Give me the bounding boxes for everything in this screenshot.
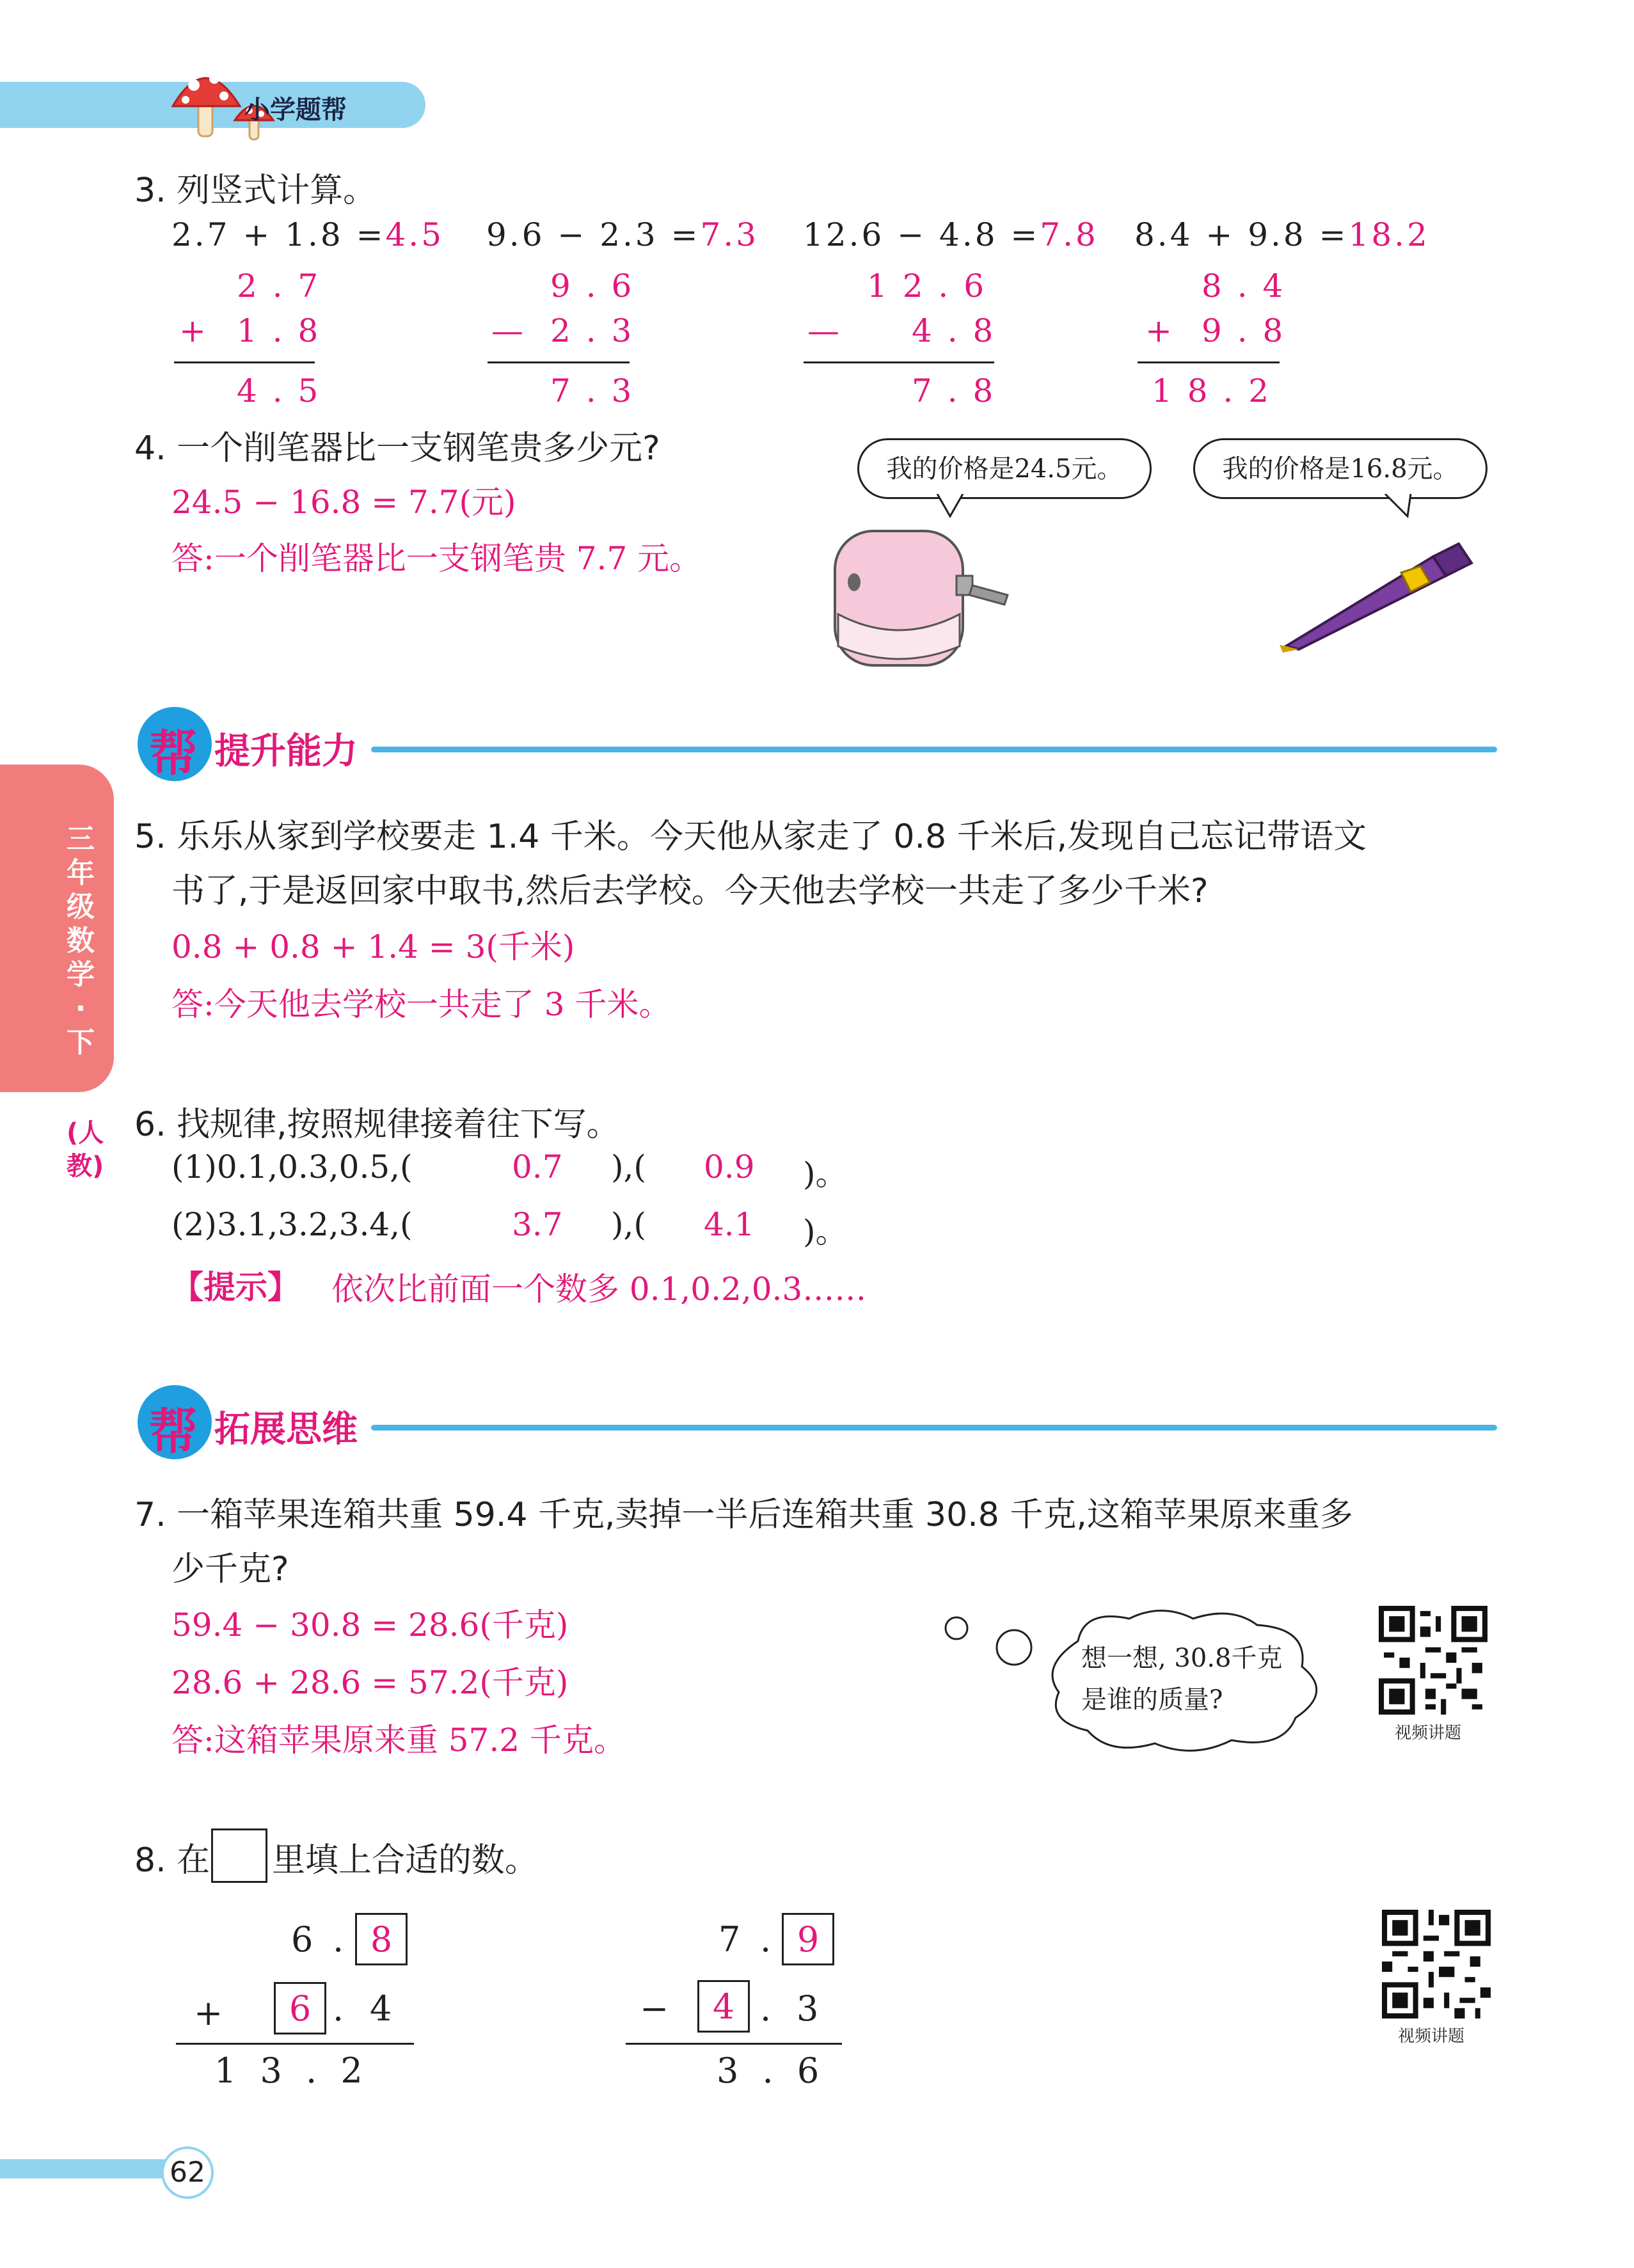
q8-right-result: 3 . 6 bbox=[717, 2050, 826, 2091]
qr-caption: 视频讲题 bbox=[1395, 1724, 1462, 1743]
section-title-thinking: 拓展思维 bbox=[214, 1409, 358, 1450]
q8-left-mid-dot: . bbox=[333, 1988, 344, 2029]
q7-line3: 答:这箱苹果原来重 57.2 千克。 bbox=[171, 1722, 626, 1759]
qr-code-icon[interactable] bbox=[1382, 1910, 1491, 2018]
q3-v2-result: 7 . 3 bbox=[550, 372, 635, 409]
q3-v3-bottom: 4 . 8 bbox=[912, 312, 996, 349]
q4-line2: 答:一个削笔器比一支钢笔贵 7.7 元。 bbox=[171, 540, 702, 577]
q8-left-top-digit: 6 bbox=[291, 1919, 313, 1960]
q3-v2-op: — bbox=[491, 312, 526, 349]
q6-row1-ans-b: 0.9 bbox=[704, 1148, 755, 1186]
q3-v4-rule bbox=[1138, 361, 1280, 363]
q3-text: 3. 列竖式计算。 bbox=[134, 171, 377, 210]
q6-row2-prefix: (2)3.1,3.2,3.4,( bbox=[171, 1206, 413, 1243]
q5-text-1: 5. 乐乐从家到学校要走 1.4 千米。今天他从家走了 0.8 千米后,发现自己忘记带语文 bbox=[134, 818, 1367, 856]
q7-text-2: 少千克? bbox=[171, 1550, 289, 1589]
q5-text-2: 书了,于是返回家中取书,然后去学校。今天他去学校一共走了多少千米? bbox=[171, 872, 1209, 910]
section-divider bbox=[371, 747, 1497, 752]
q8-right-mid-digit: 3 bbox=[797, 1988, 819, 2029]
q8-text-prefix: 8. 在 bbox=[134, 1841, 210, 1880]
q8-right-mid-dot: . bbox=[760, 1988, 772, 2029]
q6-hint-text: 依次比前面一个数多 0.1,0.2,0.3…… bbox=[331, 1271, 867, 1308]
qr-caption: 视频讲题 bbox=[1398, 2027, 1465, 2046]
thought-line-1: 想一想, 30.8千克 bbox=[1081, 1644, 1283, 1673]
header-title: 小学题帮 bbox=[244, 95, 347, 125]
section-bang-icon: 帮 bbox=[138, 707, 212, 781]
q3-v3-top: 1 2 . 6 bbox=[867, 267, 987, 305]
sharpener-speech-bubble: 我的价格是24.5元。 bbox=[857, 438, 1152, 499]
q8-right-top-dot: . bbox=[760, 1919, 772, 1960]
q7-text-1: 7. 一箱苹果连箱共重 59.4 千克,卖掉一半后连箱共重 30.8 千克,这箱苹果原来重多 bbox=[134, 1496, 1353, 1534]
q6-row2-mid: ),( bbox=[611, 1206, 646, 1243]
q6-row2-ans-a: 3.7 bbox=[512, 1206, 563, 1243]
q8-left-rule bbox=[176, 2043, 414, 2045]
q6-row1-prefix: (1)0.1,0.3,0.5,( bbox=[171, 1148, 413, 1186]
pen-speech-bubble: 我的价格是16.8元。 bbox=[1193, 438, 1487, 499]
q6-row1-mid: ),( bbox=[611, 1148, 646, 1186]
pencil-sharpener-icon bbox=[829, 518, 1020, 678]
bubble-tail-icon bbox=[1382, 494, 1420, 519]
side-edition-label: (人教) bbox=[67, 1118, 104, 1181]
section-divider bbox=[371, 1425, 1497, 1431]
q7-line2: 28.6 + 28.6 = 57.2(千克) bbox=[171, 1664, 569, 1701]
q3-v2-bottom: 2 . 3 bbox=[550, 312, 635, 349]
q8-sample-box bbox=[211, 1828, 267, 1883]
q6-row1-ans-a: 0.7 bbox=[512, 1148, 563, 1186]
q6-row2-end: )。 bbox=[803, 1213, 848, 1250]
q4-line1: 24.5 − 16.8 = 7.7(元) bbox=[171, 484, 516, 521]
q8-right-top-digit: 7 bbox=[718, 1919, 741, 1960]
q8-left-mid-box: 6 bbox=[274, 1982, 326, 2034]
q3-v4-result: 1 8 . 2 bbox=[1152, 372, 1272, 409]
qr-code-icon[interactable] bbox=[1379, 1606, 1487, 1715]
section-bang-icon: 帮 bbox=[138, 1385, 212, 1459]
q3-v1-rule bbox=[174, 361, 315, 363]
q3-v1-op: + bbox=[179, 312, 209, 349]
q6-hint-label: 【提示】 bbox=[171, 1269, 299, 1306]
q8-right-op: − bbox=[640, 1988, 669, 2029]
q3-v4-top: 8 . 4 bbox=[1202, 267, 1286, 305]
q4-text: 4. 一个削笔器比一支钢笔贵多少元? bbox=[134, 429, 660, 468]
q6-text: 6. 找规律,按照规律接着往下写。 bbox=[134, 1106, 620, 1144]
q3-v3-result: 7 . 8 bbox=[912, 372, 996, 409]
q3-v3-rule bbox=[804, 361, 994, 363]
q6-row2-ans-b: 4.1 bbox=[704, 1206, 755, 1243]
q3-v1-result: 4 . 5 bbox=[237, 372, 321, 409]
q8-left-op: + bbox=[194, 1993, 223, 2033]
q8-left-mid-digit: 4 bbox=[370, 1988, 392, 2029]
q3-v1-top: 2 . 7 bbox=[237, 267, 321, 305]
q5-line1: 0.8 + 0.8 + 1.4 = 3(千米) bbox=[171, 928, 575, 965]
section-title-ability: 提升能力 bbox=[214, 731, 358, 772]
q8-left-top-dot: . bbox=[333, 1919, 344, 1960]
thought-line-2: 是谁的质量? bbox=[1081, 1685, 1223, 1715]
q3-v3-op: — bbox=[807, 312, 842, 349]
q3-expr-2: 9.6 − 2.3 =7.3 bbox=[486, 216, 759, 253]
pen-icon bbox=[1273, 537, 1484, 665]
side-grade-label: 三年级数学·下 bbox=[67, 823, 95, 1059]
q3-expr-3: 12.6 − 4.8 =7.8 bbox=[803, 216, 1099, 253]
q6-row1-end: )。 bbox=[803, 1155, 848, 1193]
q8-right-top-box: 9 bbox=[782, 1913, 834, 1965]
q3-v2-top: 9 . 6 bbox=[550, 267, 635, 305]
q8-left-result: 1 3 . 2 bbox=[214, 2050, 369, 2091]
q5-line2: 答:今天他去学校一共走了 3 千米。 bbox=[171, 986, 671, 1023]
q3-expr-4: 8.4 + 9.8 =18.2 bbox=[1134, 216, 1430, 253]
q8-left-top-box: 8 bbox=[355, 1913, 408, 1965]
q8-text-suffix: 里填上合适的数。 bbox=[272, 1841, 539, 1880]
q8-right-rule bbox=[626, 2043, 842, 2045]
q3-v2-rule bbox=[488, 361, 630, 363]
q3-v4-op: + bbox=[1145, 312, 1175, 349]
page-number: 62 bbox=[170, 2156, 205, 2189]
q3-v4-bottom: 9 . 8 bbox=[1202, 312, 1286, 349]
q8-right-mid-box: 4 bbox=[697, 1980, 750, 2033]
bubble-tail-icon bbox=[934, 494, 972, 519]
q3-v1-bottom: 1 . 8 bbox=[237, 312, 321, 349]
q7-line1: 59.4 − 30.8 = 28.6(千克) bbox=[171, 1606, 569, 1644]
q3-expr-1: 2.7 + 1.8 =4.5 bbox=[171, 216, 445, 253]
